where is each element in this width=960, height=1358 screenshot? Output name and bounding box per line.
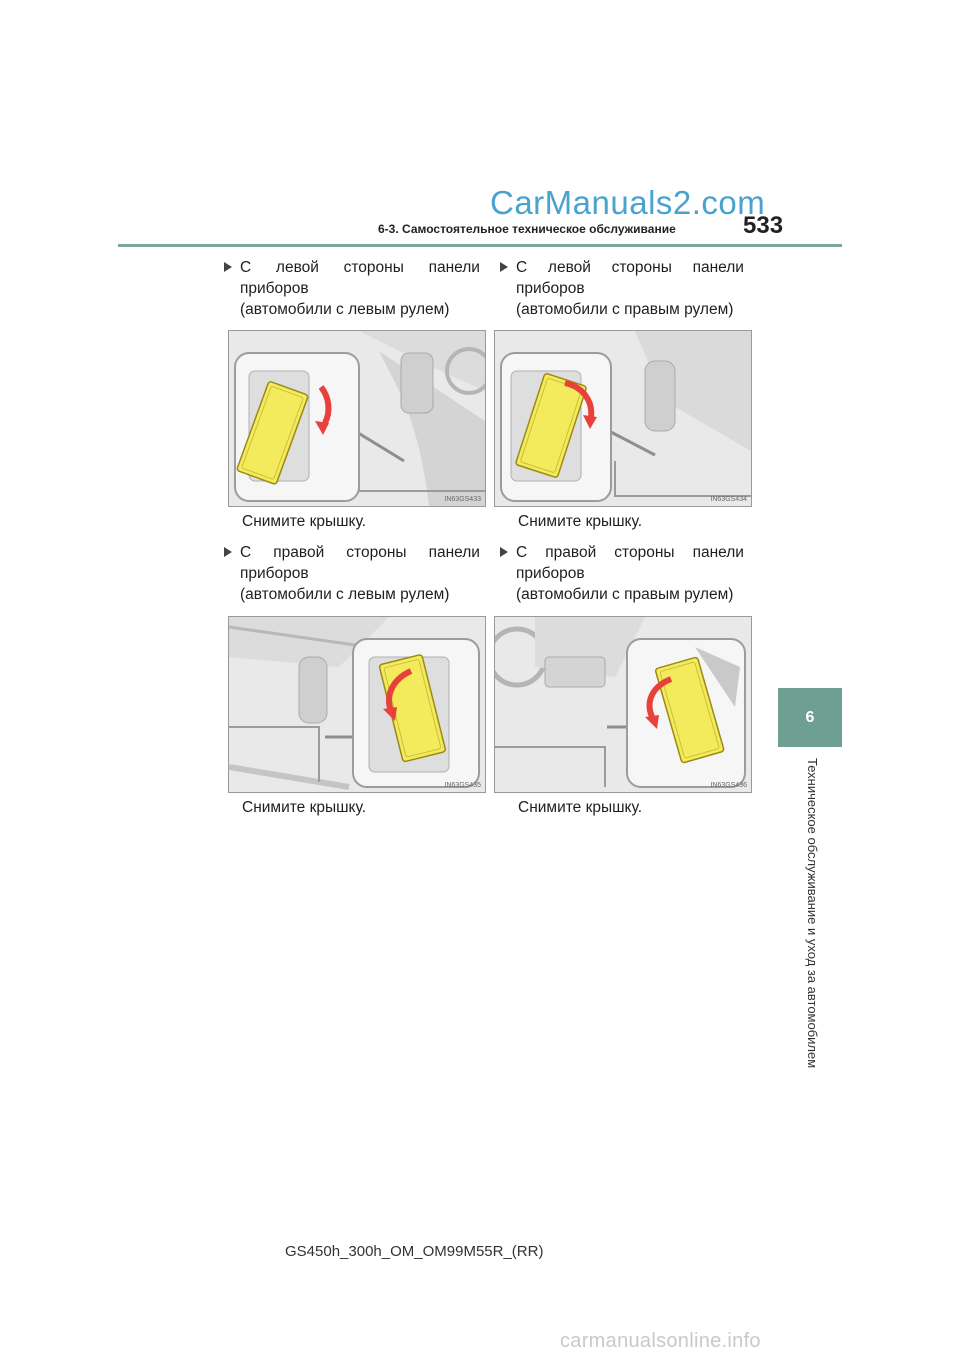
figure-code: IN63GS433 xyxy=(444,496,481,503)
instruction-line xyxy=(224,257,480,278)
chapter-side-title: Техническое обслуживание и уход за автомобилем xyxy=(805,758,820,1069)
instruction-line: приборов xyxy=(240,280,309,297)
word: С xyxy=(240,259,252,276)
word: С xyxy=(516,544,528,561)
instruction-line: (автомобили с левым рулем) xyxy=(240,586,450,603)
figure-code: IN63GS435 xyxy=(444,782,481,789)
instruction-line: приборов xyxy=(516,565,585,582)
header-rule xyxy=(118,244,842,247)
word: стороны xyxy=(614,544,675,561)
word: стороны xyxy=(346,544,407,561)
figure-code: IN63GS436 xyxy=(710,782,747,789)
instruction-line: (автомобили с левым рулем) xyxy=(240,301,450,318)
instruction-line: приборов xyxy=(516,280,585,297)
section-title: 6-3. Самостоятельное техническое обслуживание xyxy=(378,222,676,236)
instruction-line: (автомобили с правым рулем) xyxy=(516,586,734,603)
word: правой xyxy=(545,544,597,561)
word: левой xyxy=(547,259,591,276)
chapter-tab xyxy=(778,688,842,747)
word: С xyxy=(516,259,528,276)
instruction-block-4 xyxy=(500,542,744,605)
caption-2: Снимите крышку. xyxy=(518,513,643,530)
figure-3 xyxy=(228,616,486,793)
instruction-line xyxy=(500,257,744,278)
figure-4 xyxy=(494,616,752,793)
triangle-bullet-icon xyxy=(500,262,508,272)
footer-document-code: GS450h_300h_OM_OM99M55R_(RR) xyxy=(285,1243,544,1260)
page-number: 533 xyxy=(743,212,784,239)
instruction-block-3 xyxy=(224,542,480,605)
caption-1: Снимите крышку. xyxy=(242,513,367,530)
watermark-carmanualsonline: carmanualsonline.info xyxy=(560,1330,761,1352)
triangle-bullet-icon xyxy=(500,547,508,557)
figure-1 xyxy=(228,330,486,507)
instruction-line: (автомобили с правым рулем) xyxy=(516,301,734,318)
watermark-carmanuals2: CarManuals2.com xyxy=(490,184,766,221)
caption-3: Снимите крышку. xyxy=(242,799,367,816)
triangle-bullet-icon xyxy=(224,547,232,557)
triangle-bullet-icon xyxy=(224,262,232,272)
word: панели xyxy=(428,544,480,561)
word: стороны xyxy=(611,259,672,276)
instruction-line xyxy=(224,542,480,563)
word: панели xyxy=(692,544,744,561)
word: панели xyxy=(692,259,744,276)
word: панели xyxy=(428,259,480,276)
word: стороны xyxy=(343,259,404,276)
chapter-tab-number: 6 xyxy=(805,708,815,726)
word: левой xyxy=(275,259,319,276)
instruction-block-1 xyxy=(224,257,480,320)
instruction-line xyxy=(500,542,744,563)
word: С xyxy=(240,544,252,561)
caption-4: Снимите крышку. xyxy=(518,799,643,816)
figure-code: IN63GS434 xyxy=(710,496,747,503)
word: правой xyxy=(273,544,325,561)
instruction-line: приборов xyxy=(240,565,309,582)
instruction-block-2 xyxy=(500,257,744,320)
figure-2 xyxy=(494,330,752,507)
